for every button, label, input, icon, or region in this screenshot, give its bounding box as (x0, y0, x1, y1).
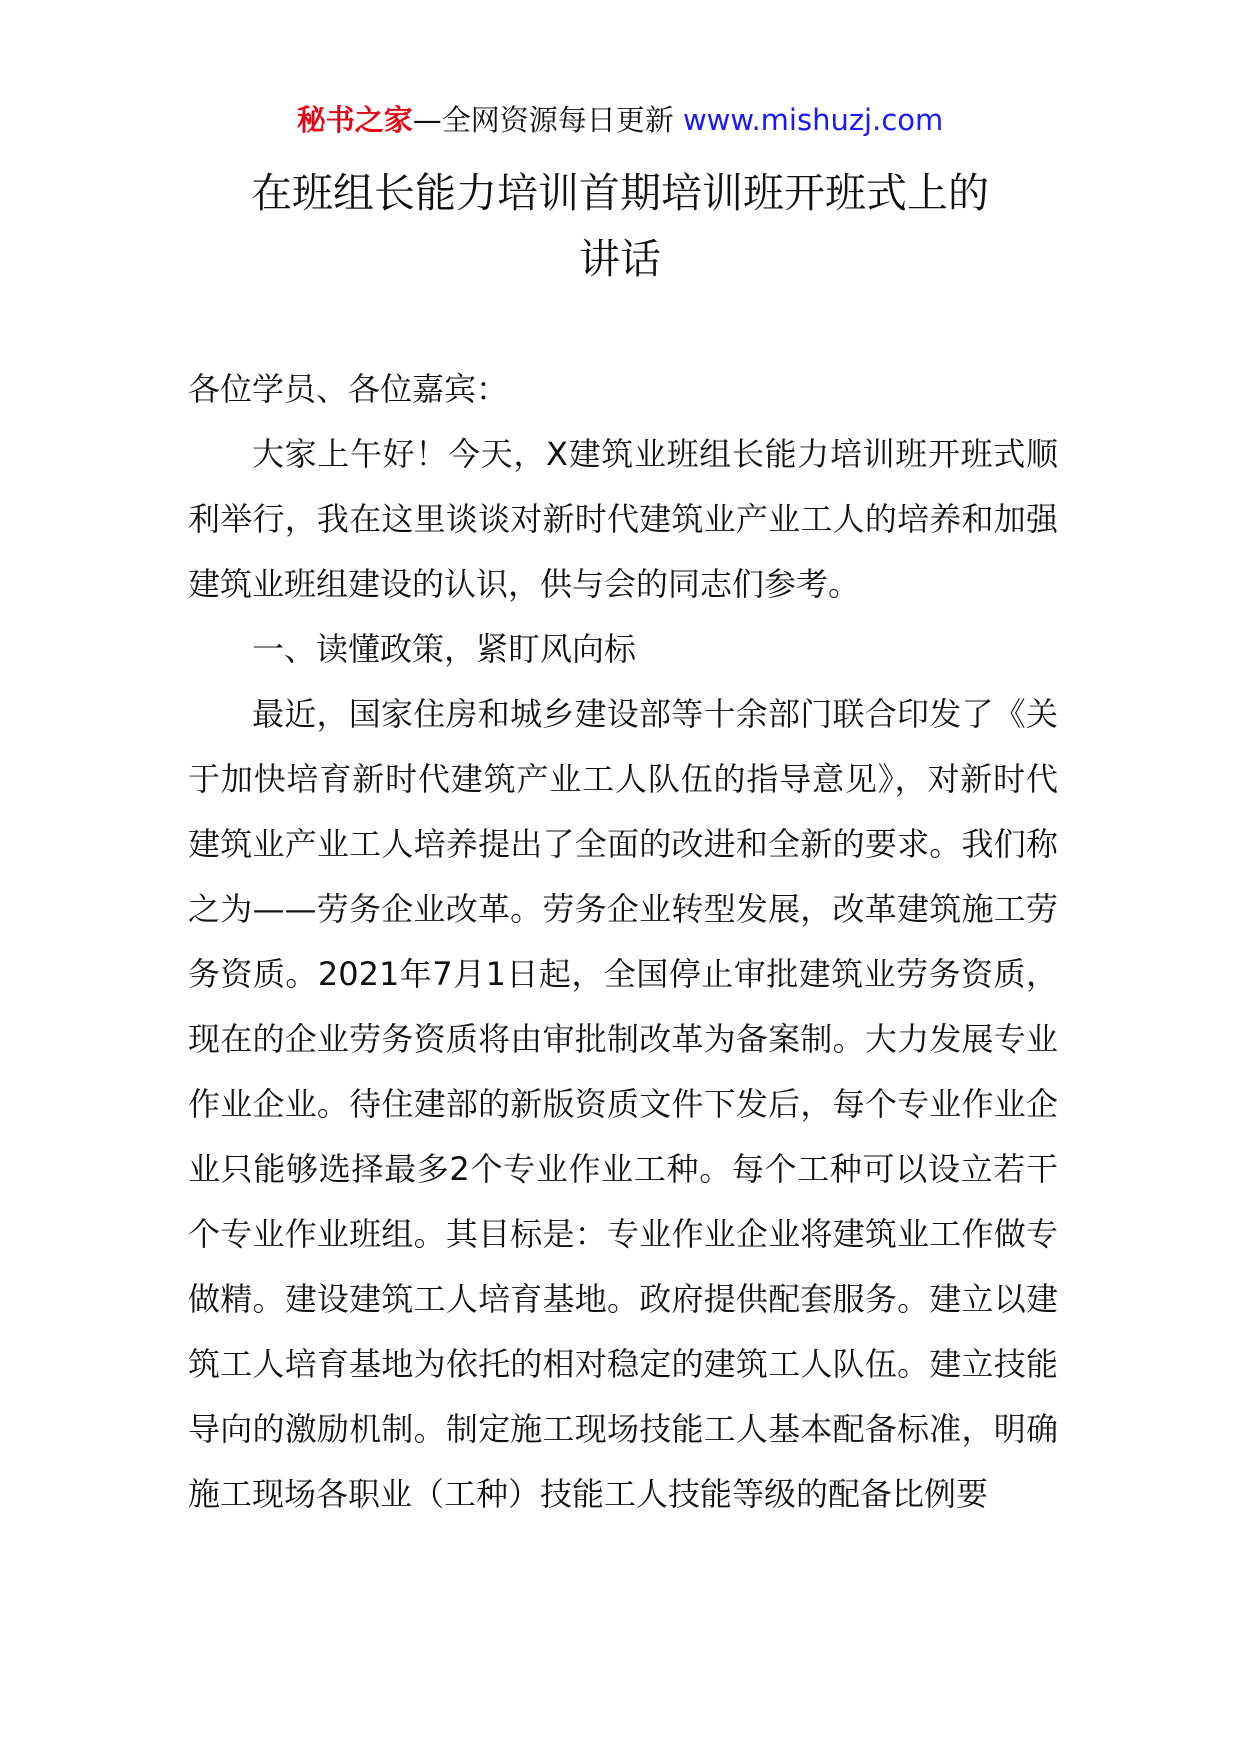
salutation: 各位学员、各位嘉宾： (188, 370, 509, 408)
title-line-2: 讲话 (579, 235, 661, 283)
watermark-header (0, 100, 1240, 140)
title-line-1: 在班组长能力培训首期培训班开班式上的 (251, 169, 989, 217)
section-heading-1: 一、读懂政策，紧盯风向标 (252, 630, 637, 668)
brand-name: 秘书之家 (296, 103, 413, 137)
site-url-link[interactable]: www.mishuzj.com (682, 103, 944, 137)
document-title (180, 160, 1060, 292)
paragraph-opening: 大家上午好！今天，X建筑业班组长能力培训班开班式顺利举行，我在这里谈谈对新时代建筑业产业工人的培养和加强建筑业班组建设的认识，供与会的同志们参考。 (188, 435, 1058, 603)
paragraph-policy: 最近，国家住房和城乡建设部等十余部门联合印发了《关于加快培育新时代建筑产业工人队伍的指导意见》，对新时代建筑业产业工人培养提出了全面的改进和全新的要求。我们称之为——劳务企业改革。劳务企业转型发展，改革建筑施工劳务资质。2021年7月1日起，全国停止审批建筑业劳务资质，现在的企业劳务资质将由审批制改革为备案制。大力发展专业作业企业。待住建部的新版资质文件下发后，每个专业作业企业只能够选择最多2个专业作业工种。每个工种可以设立若干个专业作业班组。其目标是：专业作业企业将建筑业工作做专做精。建设建筑工人培育基地。政府提供配套服务。建立以建筑工人培育基地为依托的相对稳定的建筑工人队伍。建立技能导向的激励机制。制定施工现场技能工人基本配备标准，明确施工现场各职业（工种）技能工人技能等级的配备比例要 (188, 695, 1058, 1513)
header-slogan: —全网资源每日更新 (412, 103, 683, 137)
document-body (188, 357, 1058, 1527)
